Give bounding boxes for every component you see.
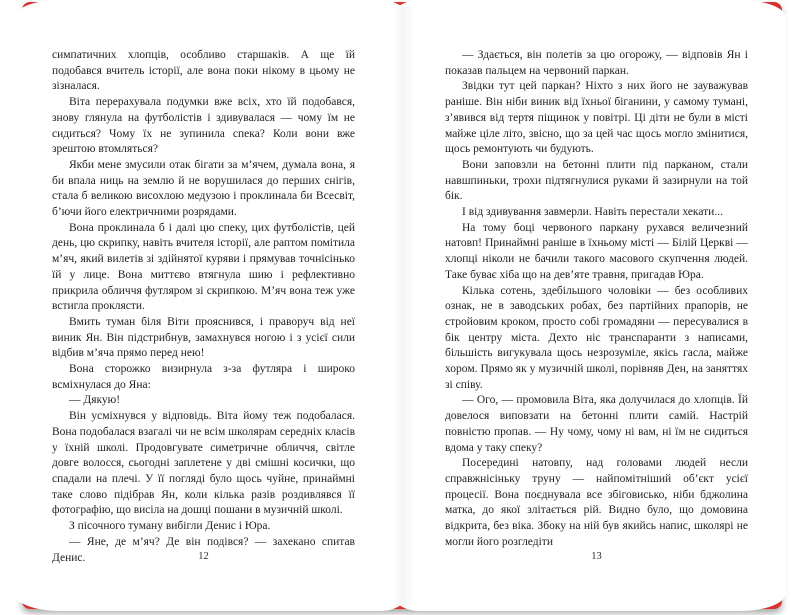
paragraph: Вмить туман біля Віти прояснився, і праворуч від неї виник Ян. Він підстрибнув, замахнувся ногою і з усієї сили відбив м’яча прямо перед нею! (52, 315, 355, 360)
paragraph: Посередині натовпу, над головами людей несли справжнісіньку труну — найпомітніший об’єкт усієї процесії. Вона поєднувала все збіговисько, ніби бджолина матка, до якої злітається рій. Видно було, що домовина відкрита, без віка. Збоку на ній був якийсь напис, школярі не могли його розгледіти (445, 457, 748, 548)
paragraph: Віта перерахувала подумки вже всіх, хто їй подобався, знову глянула на футболістів і здивувалася — чому їм не сидиться? Чому їх не зупинила спека? Коли вони вже зрештою втомляться? (52, 96, 355, 156)
page-right-text (445, 48, 748, 551)
paragraph: Вона проклинала б і далі цю спеку, цих футболістів, цей день, цю скрипку, навіть вчителя історії, але раптом помітила м’яч, який вилетів зі здійнятої куряви і прямував точнісінько їй у лице. Вона миттєво втягнула шию і рефлективно прикрила обличчя футляром зі скрипкою. М’яч вона теж уже встигла проклясти. (52, 221, 355, 313)
paragraph: Вона сторожко визирнула з-за футляра і широко всміхнулася до Яна: (52, 363, 355, 391)
paragraph: Вони заповзли на бетонні плити під парканом, стали навшпиньки, трохи підтягнулися руками й зазирнули на той бік. (445, 158, 748, 203)
paragraph: Він усміхнувся у відповідь. Віта йому теж подобалася. Вона подобалася взагалі чи не всім школярам середніх класів у їхній школі. Продовгувате симетричне обличчя, світле довге волосся, сьогодні заплетене у дві смішні косички, що спадали на плечі. У її погляді було щось чуйне, принаймні таке слово підібрав Ян, коли кілька разів роздивлявся її фотографію, що висіла на дошці пошани в музичній школі. (52, 410, 355, 517)
paragraph: — Дякую! (69, 394, 121, 407)
paragraph: Якби мене змусили отак бігати за м’ячем, думала вона, я би впала ниць на землю й не ворушилася до перших снігів, стала б великою висохлою медузою і проклинала би Всесвіт, б’ючи його електричними розрядами. (52, 158, 355, 219)
paragraph: Кілька сотень, здебільшого чоловіки — без особливих ознак, не в заводських робах, без партійних прапорів, не стройовим кроком, просто собі громадяни — пересувалися в бік центру міста. Дехто ніс транспаранти з написами, більшість вигукувала щось незрозуміле, якісь гасла, майже хором. Прямо як у музичній школі, порівняв Ден, на заняттях зі співу. (445, 284, 748, 391)
page-left-text (52, 48, 355, 566)
paragraph: І від здивування завмерли. Навіть перестали хекати... (462, 206, 723, 219)
paragraph: Звідки тут цей паркан? Ніхто з них його не зауважував раніше. Він ніби виник від їхньої біганини, у самому тумані, з’явився від тертя піщинок у повітрі. Ці діти не були в місті майже ціле літо, звісно, що за цей час щось могло змінитися, щось ремонтують чи будують. (445, 80, 748, 156)
page-number-right: 13 (591, 551, 602, 562)
paragraph: — Здається, він полетів за цю огорожу, — відповів Ян і показав пальцем на червоний паркан. (445, 49, 748, 77)
paragraph: симпатичних хлопців, особливо старшаків. А ще їй подобався вчитель історії, але вона поки нікому в цьому не зізналася. (52, 49, 355, 93)
paragraph: На тому боці червоного паркану рухався величезний натовп! Принаймні раніше в їхньому місті — Білій Церкві — хлопці ніколи не бачили такого масового скупчення людей. Таке буває хіба що на дев’яте травня, пригадав Юра. (445, 221, 748, 281)
paragraph: — Ого, — промовила Віта, яка долучилася до хлопців. Їй довелося виповзати на бетонні плити самій. Настрій повністю пропав. — Ну чому, чому ні вам, ні їм не сидиться вдома у таку спеку? (445, 394, 748, 454)
page-number-left: 12 (198, 551, 209, 562)
paragraph: З пісочного туману вибігли Денис і Юра. (69, 520, 271, 533)
paragraph: — Яне, де м’яч? Де він подівся? — захекано спитав Денис. (52, 535, 355, 564)
